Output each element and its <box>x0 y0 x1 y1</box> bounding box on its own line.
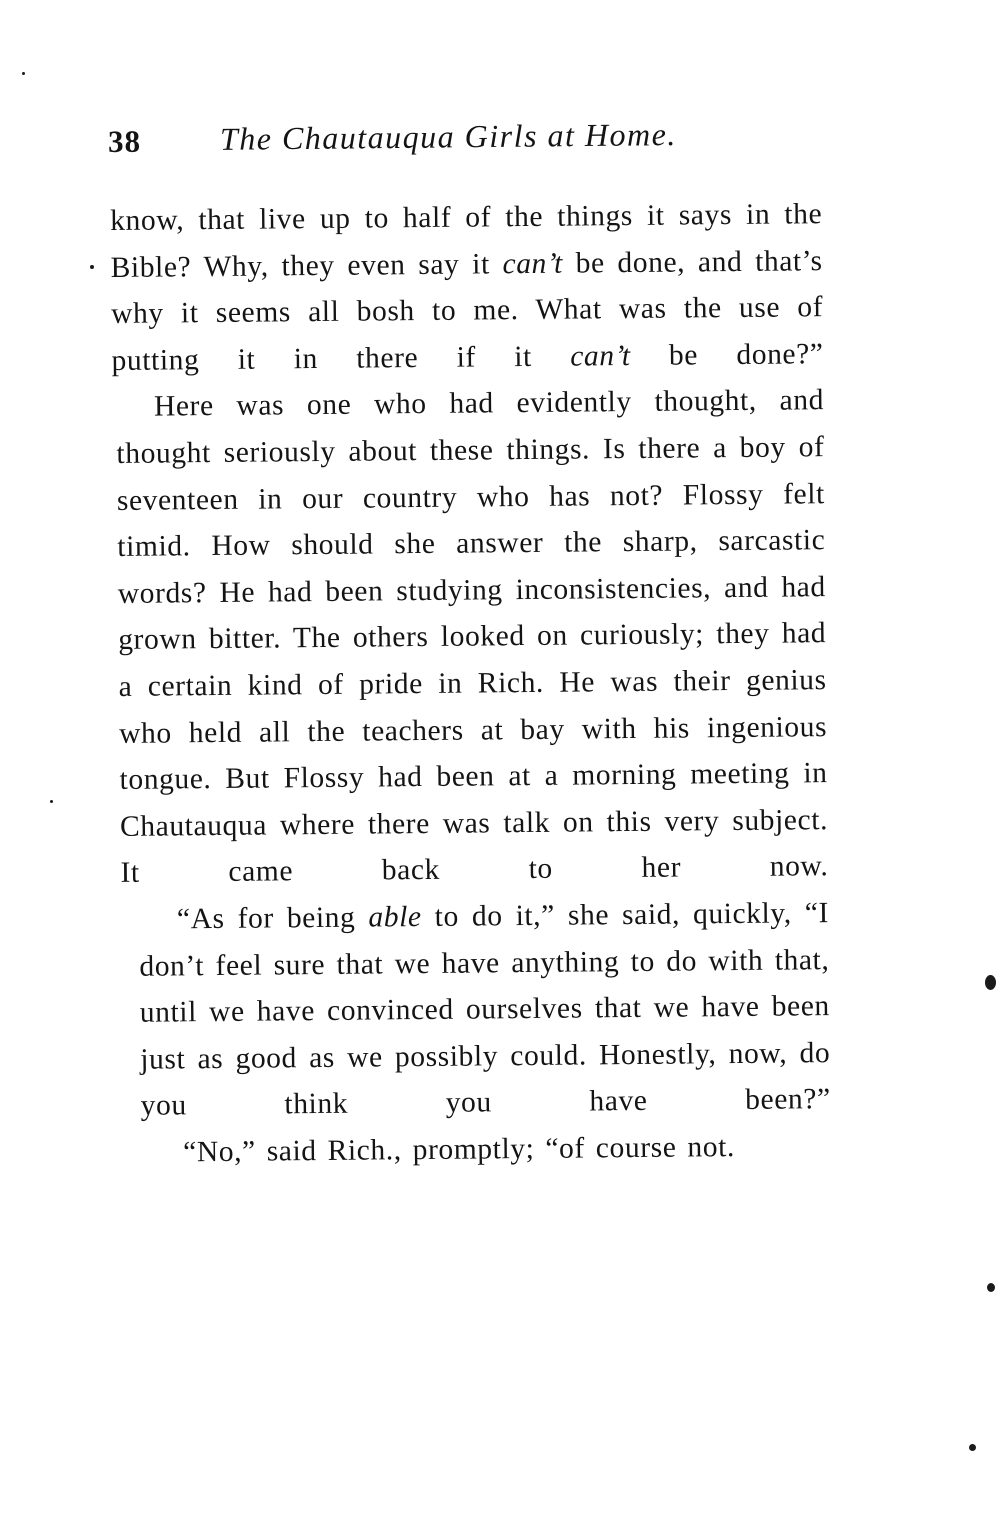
paragraph: “As for being able to do it,” she said, quickly, “I don’t feel sure that we have anything to do with that, until we have convinced ourselves that we have been just as good as we possibly could. Honestly, now, do you think you have been?” <box>139 897 831 1123</box>
running-title: The Chautauqua Girls at Home. <box>219 116 677 157</box>
paragraph: “No,” said Rich., promptly; “of course not. <box>183 1130 736 1169</box>
emphasis: can’t <box>570 339 631 373</box>
emphasis: can’t <box>502 247 564 280</box>
emphasis: able <box>368 900 422 934</box>
scan-speck <box>50 800 53 803</box>
scan-speck <box>22 72 25 75</box>
page-header <box>108 110 828 168</box>
paragraph: Here was one who had evidently thought, and thought seriously about these things. Is there a boy of seventeen in our country who has not? Flossy felt timid. How should she answer the sharp, sarcastic words? He had been studying inconsistencies, and had grown bitter. The others looked on curiously; they had a certain kind of pride in Rich. He was their genius who held all the teachers at bay with his ingenious tongue. But Flossy had been at a morning meeting in Chautauqua where there was talk on this very subject. It came back to her now. <box>116 384 829 890</box>
scan-speck <box>987 1283 995 1292</box>
page-number: 38 <box>107 123 142 159</box>
scan-speck <box>985 975 996 990</box>
body-text <box>110 191 831 1176</box>
scan-speck <box>90 265 94 269</box>
paragraph: know, that live up to half of the things it says in the Bible? Why, they even say it can’t be done, and that’s why it seems all bosh to me. What was the use of putting it in there if it can’t be done?” <box>110 198 824 377</box>
scan-speck <box>969 1444 976 1451</box>
